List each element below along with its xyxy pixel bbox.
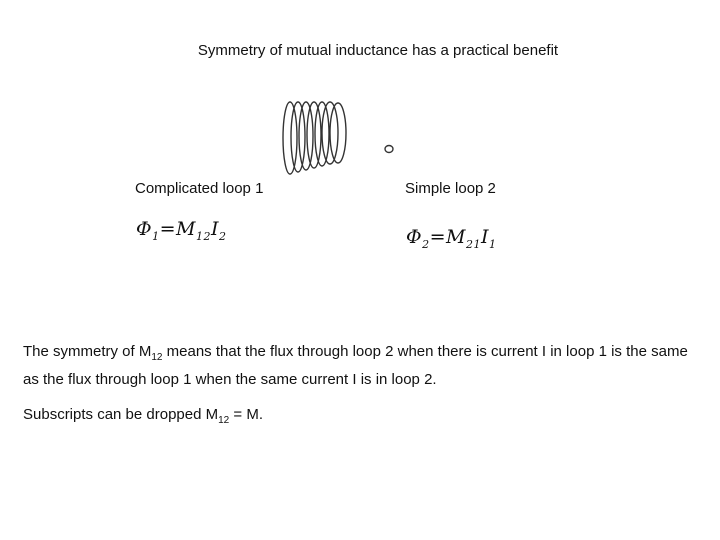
- m-subscript: 12: [195, 229, 211, 243]
- paragraph-text-a: The symmetry of M: [23, 343, 152, 360]
- note-subscript: 12: [218, 415, 230, 426]
- flux-subscript: 1: [152, 229, 160, 243]
- flux-symbol: Φ: [136, 218, 153, 240]
- current-symbol: I: [480, 226, 489, 248]
- flux-subscript: 2: [422, 237, 430, 251]
- equals-m: =M: [159, 218, 196, 240]
- current-subscript: 1: [488, 237, 497, 251]
- equation-loop1: [136, 218, 226, 243]
- small-loop: [385, 146, 393, 153]
- slide-title: Symmetry of mutual inductance has a practical benefit: [197, 42, 559, 59]
- current-subscript: 2: [218, 229, 227, 243]
- symmetry-paragraph: [23, 341, 703, 391]
- note-text-b: = M.: [229, 406, 264, 423]
- note-text-a: Subscripts can be dropped M: [23, 406, 219, 423]
- paragraph-text-b: means that the flux through loop 2 when there is current I in loop 1 is the same as the flux through loop 1 when the same current I is in loop 2.: [23, 343, 688, 388]
- coil-sketch: [276, 98, 396, 180]
- current-symbol: I: [210, 218, 219, 240]
- coil-turn: [299, 102, 313, 170]
- paragraph-subscript: 12: [151, 352, 163, 363]
- coil-turn: [291, 102, 305, 172]
- subscript-note: [23, 404, 703, 432]
- flux-symbol: Φ: [406, 226, 423, 248]
- loop1-label: Complicated loop 1: [135, 180, 264, 197]
- coil-turn: [307, 102, 321, 168]
- m-subscript: 21: [465, 237, 481, 251]
- loop2-label: Simple loop 2: [405, 180, 496, 197]
- equals-m: =M: [429, 226, 466, 248]
- coil-turn: [283, 102, 297, 174]
- equation-loop2: [406, 226, 496, 251]
